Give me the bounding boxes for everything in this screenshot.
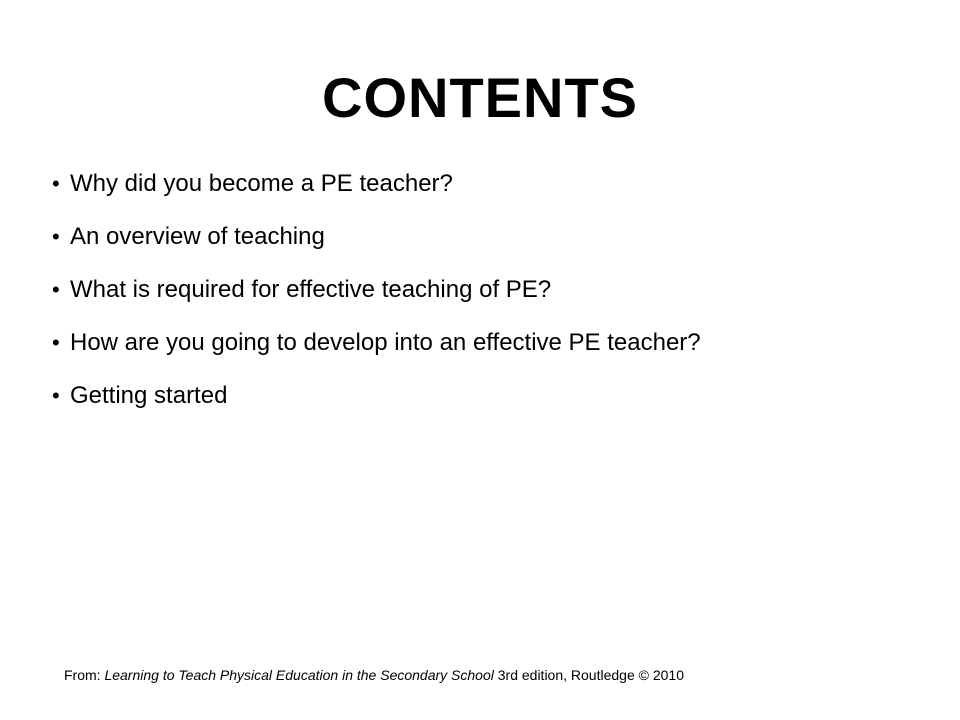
- citation-suffix: 3rd edition, Routledge © 2010: [493, 667, 684, 683]
- slide-title: CONTENTS: [322, 66, 638, 129]
- citation-prefix: From:: [64, 667, 105, 683]
- bullet-icon: •: [52, 171, 60, 196]
- list-item: [52, 170, 701, 198]
- citation-book-title: Learning to Teach Physical Education in the Secondary School: [104, 667, 494, 683]
- list-item-label: An overview of teaching: [70, 223, 325, 250]
- list-item-label: Why did you become a PE teacher?: [70, 170, 453, 197]
- list-item: [52, 382, 701, 410]
- list-item-label: What is required for effective teaching of PE?: [70, 276, 552, 303]
- list-item-label: Getting started: [70, 382, 228, 409]
- list-item: [52, 223, 701, 251]
- list-item: [52, 329, 701, 357]
- bullet-icon: •: [52, 277, 60, 302]
- source-citation: [64, 666, 684, 684]
- list-item-label: How are you going to develop into an effective PE teacher?: [70, 329, 701, 356]
- contents-list: [52, 170, 701, 435]
- bullet-icon: •: [52, 383, 60, 408]
- bullet-icon: •: [52, 224, 60, 249]
- bullet-icon: •: [52, 330, 60, 355]
- list-item: [52, 276, 701, 304]
